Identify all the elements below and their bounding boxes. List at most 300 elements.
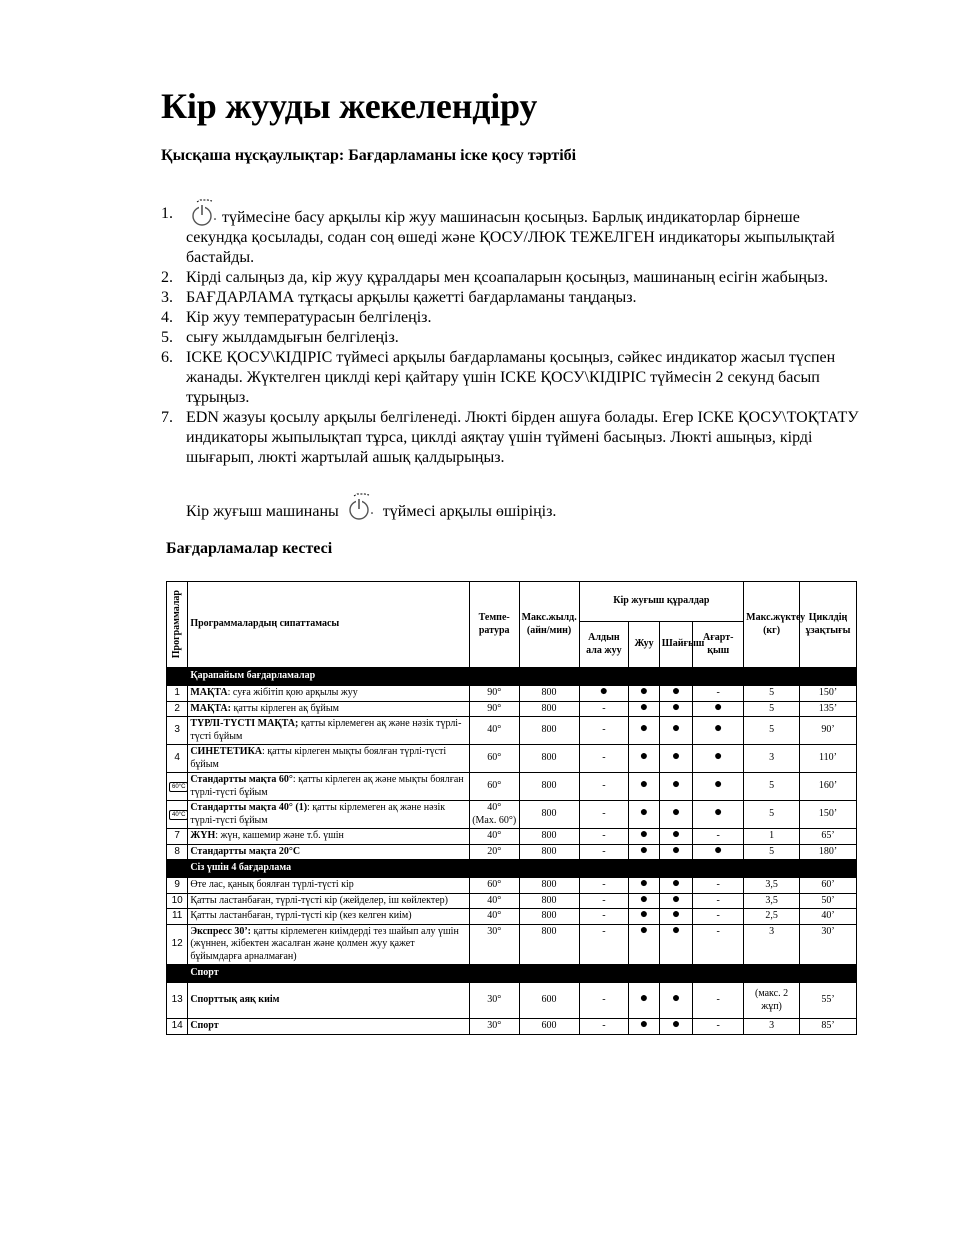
programs-table	[166, 581, 857, 1035]
prewash-cell-value: -	[602, 994, 606, 1006]
duration-cell	[800, 745, 857, 773]
max-load-cell	[744, 717, 800, 745]
prewash-cell	[579, 893, 629, 909]
page-title: Кір жууды жекелендіру	[161, 86, 538, 126]
max-spin-cell	[519, 844, 579, 860]
prewash-cell	[579, 686, 629, 702]
section-spacer	[167, 965, 188, 983]
wash-cell	[629, 717, 659, 745]
temperature-cell	[469, 893, 519, 909]
step-number: 6.	[161, 349, 173, 366]
program-description	[188, 1019, 469, 1035]
wash-cell-value: ●	[639, 749, 649, 765]
rinse-cell-value: ●	[671, 684, 681, 699]
section-spacer	[167, 668, 188, 686]
prewash-cell-value: -	[602, 925, 606, 937]
program-name: МАҚТА	[190, 687, 228, 698]
max-load-cell	[744, 745, 800, 773]
prewash-cell-value: -	[602, 724, 606, 736]
step-text: БАҒДАРЛАМА тұтқасы арқылы қажетті бағдарламаны таңдаңыз.	[186, 289, 637, 306]
bleach-cell	[693, 893, 744, 909]
max-load-cell-value: 3	[769, 752, 775, 764]
bleach-cell	[693, 909, 744, 925]
duration-cell-value: 150’	[818, 808, 838, 820]
max-spin-cell	[519, 701, 579, 717]
temperature-cell-value: 90°	[487, 687, 502, 698]
program-details: : суға жібітіп қою арқылы жуу	[227, 687, 358, 698]
prewash-cell	[579, 1019, 629, 1035]
duration-cell-value: 40’	[821, 910, 835, 921]
step-text: ІСКЕ ҚОСУ\КІДІРІС түймесі арқылы бағдарламаны қосыңыз, сәйкес индикатор жасыл түспен жанады. Жүктелген циклді кері қайтару үшін ІСКЕ ҚОСУ\КІДІРІС түймесін 2 секунд басып тұрыңыз.	[186, 349, 836, 406]
rinse-cell-value: ●	[671, 922, 681, 938]
step-item	[161, 348, 861, 408]
duration-cell-value: 90’	[821, 724, 835, 736]
step-number: 2.	[161, 269, 173, 286]
wash-cell-value: ●	[639, 991, 649, 1007]
temperature-cell-value: 60°	[487, 752, 502, 764]
duration-cell	[800, 878, 857, 894]
duration-cell-value: 55’	[821, 994, 835, 1006]
program-description	[188, 829, 469, 845]
description-column-header: Программалардың сипаттамасы	[188, 582, 469, 668]
temperature-cell-value: 40°	[487, 724, 502, 736]
max-spin-cell-value: 800	[541, 845, 557, 857]
duration-cell	[800, 983, 857, 1019]
rinse-cell	[659, 701, 693, 717]
program-details: : қатты кірлемеген ақ және нәзік түрлі-түсті бұйым	[190, 802, 446, 826]
temperature-cell	[469, 801, 519, 829]
rinse-cell	[659, 983, 693, 1019]
wash-cell-value: ●	[639, 842, 649, 858]
program-details: қатты кірлемеген ақ және нәзік түрлі-түсті бұйым	[190, 718, 462, 742]
program-name: Спорт	[190, 1020, 219, 1031]
section-title: Спорт	[188, 965, 857, 983]
max-load-column-header: Макс.жүктеу (кг)	[744, 582, 800, 668]
temperature-cell	[469, 773, 519, 801]
max-spin-cell	[519, 924, 579, 965]
wash-cell-value: ●	[639, 891, 649, 907]
wash-cell-value: ●	[639, 827, 649, 842]
section-row	[167, 668, 857, 686]
program-details: қатты кірлемеген киімдерді тез шайып алу үшін (жүннен, жібектен жасалған және қолмен жуу қажет бұйымдарға арналмаған)	[190, 925, 459, 962]
max-load-cell	[744, 983, 800, 1019]
max-load-cell-value: 1	[769, 830, 775, 841]
program-number: 13	[167, 983, 188, 1019]
max-spin-cell	[519, 686, 579, 702]
max-load-cell-value: 3	[769, 925, 775, 937]
prewash-cell	[579, 909, 629, 925]
bleach-cell-value: -	[716, 687, 720, 698]
program-row	[167, 829, 857, 845]
duration-cell-value: 65’	[821, 830, 835, 841]
prewash-cell	[579, 844, 629, 860]
program-description	[188, 878, 469, 894]
wash-cell-value: ●	[639, 922, 649, 938]
wash-cell	[629, 701, 659, 717]
max-load-cell-value: 5	[769, 808, 775, 820]
rinse-cell	[659, 801, 693, 829]
temperature-cell	[469, 717, 519, 745]
max-spin-cell-value: 800	[541, 894, 557, 906]
max-load-cell-value: 3	[769, 1020, 775, 1031]
step-item	[161, 308, 861, 328]
max-load-cell-value: 2,5	[765, 910, 778, 921]
bleach-cell	[693, 717, 744, 745]
prewash-column-header: Алдын ала жуу	[579, 622, 629, 668]
bleach-cell-value: -	[716, 1020, 720, 1031]
program-number: 7	[167, 829, 188, 845]
step-number: 3.	[161, 289, 173, 306]
duration-cell-value: 160’	[818, 780, 838, 792]
max-spin-cell-value: 800	[541, 702, 557, 714]
max-spin-cell	[519, 893, 579, 909]
max-load-cell-value: 5	[769, 845, 775, 857]
step-number: 1.	[161, 205, 173, 222]
step-text: Кір жуу температурасын белгілеңіз.	[186, 309, 432, 326]
program-row	[167, 686, 857, 702]
bleach-cell	[693, 745, 744, 773]
max-spin-cell-value: 600	[541, 1020, 557, 1031]
step-item	[161, 328, 861, 348]
program-name: МАҚТА:	[190, 702, 231, 714]
program-row	[167, 983, 857, 1019]
rinse-cell	[659, 773, 693, 801]
max-spin-cell	[519, 1019, 579, 1035]
temperature-cell-value: 20°	[487, 845, 502, 857]
prewash-cell	[579, 878, 629, 894]
duration-cell	[800, 844, 857, 860]
prewash-cell	[579, 801, 629, 829]
program-details: : жүн, кашемир және т.б. үшін	[215, 830, 344, 841]
prewash-cell	[579, 829, 629, 845]
program-description	[188, 924, 469, 965]
section-title: Қарапайым бағдарламалар	[188, 668, 857, 686]
bleach-cell-value: ●	[713, 699, 723, 715]
duration-cell	[800, 717, 857, 745]
bleach-cell	[693, 773, 744, 801]
programs-table-title: Бағдарламалар кестесі	[166, 540, 333, 557]
duration-cell	[800, 1019, 857, 1035]
duration-cell	[800, 924, 857, 965]
program-name: ТҮРЛІ-ТҮСТІ МАҚТА;	[190, 718, 299, 729]
program-row	[167, 878, 857, 894]
max-load-cell	[744, 924, 800, 965]
max-spin-cell-value: 600	[541, 994, 557, 1006]
duration-cell-value: 150’	[818, 687, 838, 698]
program-number: 2	[167, 701, 188, 717]
duration-cell-value: 30’	[821, 925, 835, 937]
program-number: 4	[167, 745, 188, 773]
program-description	[188, 909, 469, 925]
rinse-cell-value: ●	[671, 699, 681, 715]
bleach-cell-value: ●	[713, 842, 723, 858]
program-name: Экспресс 30’:	[190, 925, 251, 937]
max-load-cell	[744, 893, 800, 909]
prewash-cell-value: -	[602, 780, 606, 792]
program-name: Стандартты мақта 20°C	[190, 845, 301, 857]
max-load-cell	[744, 829, 800, 845]
program-description	[188, 686, 469, 702]
program-description	[188, 893, 469, 909]
temperature-cell	[469, 686, 519, 702]
wash-cell	[629, 924, 659, 965]
wash-cell-value: ●	[639, 699, 649, 715]
max-load-cell	[744, 686, 800, 702]
bleach-cell	[693, 701, 744, 717]
section-row	[167, 965, 857, 983]
bleach-cell-value: -	[716, 910, 720, 921]
max-spin-cell	[519, 983, 579, 1019]
program-badge-cell	[167, 773, 188, 801]
rinse-cell-value: ●	[671, 842, 681, 858]
temperature-cell	[469, 924, 519, 965]
temperature-cell-value: 40°	[487, 802, 502, 813]
temperature-cell-value: 40°	[487, 830, 502, 841]
max-spin-cell-value: 800	[541, 687, 557, 698]
bleach-cell-value: -	[716, 830, 720, 841]
program-details: Өте лас, қанық боялған түрлі-түсті кір	[190, 879, 354, 890]
rinse-cell-value: ●	[671, 827, 681, 842]
max-spin-cell	[519, 745, 579, 773]
prewash-cell-value: ●	[599, 684, 609, 699]
step-text: EDN жазуы қосылу арқылы белгіленеді. Люкті бірден ашуға болады. Егер ІСКЕ ҚОСУ\ТОҚТАТУ индикаторы жыпылықтап тұрса, циклді аяқтау үшін түймені басыңыз. Люкті ашыңыз, кірді шығарып, люкті жартылай ашық қалдырыңыз.	[186, 409, 859, 466]
program-description	[188, 701, 469, 717]
max-spin-cell-value: 800	[541, 808, 557, 820]
bleach-cell-value: ●	[713, 777, 723, 793]
bleach-cell-value: ●	[713, 805, 723, 821]
temperature-cell	[469, 878, 519, 894]
max-load-cell-value: 5	[769, 702, 775, 714]
step-number: 5.	[161, 329, 173, 346]
program-row	[167, 717, 857, 745]
wash-cell	[629, 1019, 659, 1035]
temperature-badge-icon: 60°C	[169, 782, 188, 792]
rinse-cell-value: ●	[671, 749, 681, 765]
program-description	[188, 717, 469, 745]
temperature-cell-value: 60°	[487, 879, 502, 890]
max-load-cell-value: 5	[769, 724, 775, 736]
power-button-icon	[188, 204, 218, 228]
prewash-cell-value: -	[602, 879, 606, 890]
prewash-cell	[579, 983, 629, 1019]
max-load-cell-value: 3,5	[765, 879, 778, 890]
bleach-cell-value: ●	[713, 721, 723, 737]
rinse-cell-value: ●	[671, 805, 681, 821]
temperature-cell-value: 40°	[487, 910, 502, 921]
section-title: Сіз үшін 4 бағдарлама	[188, 860, 857, 878]
prewash-cell-value: -	[602, 808, 606, 820]
wash-cell-value: ●	[639, 1017, 649, 1032]
programs-column-header: Программалар	[167, 582, 188, 668]
max-load-cell-value: (макс. 2 жұп)	[755, 988, 789, 1012]
max-spin-cell	[519, 801, 579, 829]
program-number: 3	[167, 717, 188, 745]
rinse-cell-value: ●	[671, 876, 681, 891]
detergents-column-header: Кір жуғыш құралдар	[579, 582, 744, 622]
closing-text-before: Кір жуғыш машинаны	[186, 503, 339, 520]
bleach-cell	[693, 878, 744, 894]
rinse-cell	[659, 924, 693, 965]
rinse-cell-value: ●	[671, 721, 681, 737]
closing-instruction	[186, 498, 556, 522]
power-button-icon	[345, 498, 375, 522]
wash-cell	[629, 745, 659, 773]
section-spacer	[167, 860, 188, 878]
temperature-cell	[469, 701, 519, 717]
duration-cell-value: 50’	[821, 894, 835, 906]
prewash-cell	[579, 773, 629, 801]
duration-cell-value: 85’	[821, 1020, 835, 1031]
duration-cell	[800, 829, 857, 845]
section-row	[167, 860, 857, 878]
max-load-cell-value: 5	[769, 687, 775, 698]
program-description	[188, 983, 469, 1019]
program-number: 12	[167, 924, 188, 965]
bleach-cell-value: -	[716, 879, 720, 890]
bleach-cell-value: ●	[713, 749, 723, 765]
step-item	[161, 268, 861, 288]
max-spin-cell	[519, 717, 579, 745]
temperature-cell	[469, 983, 519, 1019]
prewash-cell	[579, 745, 629, 773]
wash-cell	[629, 844, 659, 860]
step-text: түймесіне басу арқылы кір жуу машинасын қосыңыз. Барлық индикаторлар бірнеше секундқа қосылады, содан соң өшеді және ҚОСУ/ЛЮК ТЕЖЕЛГЕН индикаторы жыпылықтай бастайды.	[186, 209, 835, 266]
rinse-cell	[659, 745, 693, 773]
max-load-cell	[744, 878, 800, 894]
step-number: 4.	[161, 309, 173, 326]
rinse-cell-value: ●	[671, 777, 681, 793]
duration-cell	[800, 893, 857, 909]
program-name: Стандартты мақта 40° (1)	[190, 802, 308, 813]
bleach-cell	[693, 1019, 744, 1035]
program-number: 9	[167, 878, 188, 894]
wash-cell-value: ●	[639, 876, 649, 891]
program-description	[188, 844, 469, 860]
program-description	[188, 745, 469, 773]
rinse-cell	[659, 1019, 693, 1035]
program-row	[167, 924, 857, 965]
duration-cell-value: 110’	[819, 752, 837, 764]
program-badge-cell	[167, 801, 188, 829]
rinse-cell-value: ●	[671, 891, 681, 907]
wash-cell	[629, 773, 659, 801]
program-description	[188, 773, 469, 801]
temperature-cell	[469, 745, 519, 773]
wash-cell	[629, 801, 659, 829]
program-name: ЖҮН	[190, 830, 216, 841]
program-row	[167, 844, 857, 860]
max-spin-cell-value: 800	[541, 910, 557, 921]
temperature-cell-value: 30°	[487, 994, 502, 1006]
program-row	[167, 893, 857, 909]
prewash-cell-value: -	[602, 910, 606, 921]
step-number: 7.	[161, 409, 173, 426]
prewash-cell-value: -	[602, 752, 606, 764]
duration-cell-value: 135’	[818, 702, 838, 714]
rinse-cell-value: ●	[671, 907, 681, 922]
program-number: 14	[167, 1019, 188, 1035]
duration-cell	[800, 701, 857, 717]
bleach-cell-value: -	[716, 894, 720, 906]
temperature-cell-value: 40°	[487, 894, 502, 906]
max-spin-cell	[519, 878, 579, 894]
program-row	[167, 909, 857, 925]
duration-cell-value: 60’	[821, 879, 835, 890]
max-spin-cell-value: 800	[541, 830, 557, 841]
bleach-column-header: Ағарт-қыш	[693, 622, 744, 668]
prewash-cell-value: -	[602, 894, 606, 906]
temperature-column-header: Темпе-ратура	[469, 582, 519, 668]
max-spin-cell	[519, 909, 579, 925]
prewash-cell	[579, 924, 629, 965]
step-text: сығу жылдамдығын белгілеңіз.	[186, 329, 399, 346]
program-row	[167, 801, 857, 829]
max-spin-cell	[519, 829, 579, 845]
max-load-cell-value: 5	[769, 780, 775, 792]
program-number: 10	[167, 893, 188, 909]
max-spin-column-header: Макс.жылд. (айн/мин)	[519, 582, 579, 668]
max-load-cell	[744, 1019, 800, 1035]
rinse-cell	[659, 844, 693, 860]
program-description	[188, 801, 469, 829]
temperature-cell-value: 30°	[487, 925, 502, 937]
wash-cell-value: ●	[639, 684, 649, 699]
bleach-cell-value: -	[716, 925, 720, 937]
program-number: 8	[167, 844, 188, 860]
temperature-cell-value: 30°	[487, 1020, 502, 1031]
prewash-cell-value: -	[602, 830, 606, 841]
rinse-cell-value: ●	[671, 1017, 681, 1032]
step-item	[161, 408, 861, 468]
rinse-cell	[659, 717, 693, 745]
closing-text-after: түймесі арқылы өшіріңіз.	[382, 503, 557, 520]
max-spin-cell-value: 800	[541, 925, 557, 937]
duration-cell	[800, 909, 857, 925]
rinse-cell-value: ●	[671, 991, 681, 1007]
program-details: : қатты кірлеген мықты боялған түрлі-түсті бұйым	[190, 746, 447, 770]
bleach-cell	[693, 983, 744, 1019]
prewash-cell-value: -	[602, 702, 606, 714]
max-load-cell	[744, 801, 800, 829]
max-spin-cell-value: 800	[541, 752, 557, 764]
program-name: Спорттық аяқ киім	[190, 994, 280, 1006]
program-number: 1	[167, 686, 188, 702]
program-row	[167, 773, 857, 801]
program-name: СИНЕТЕТИКА	[190, 746, 263, 757]
duration-cell	[800, 686, 857, 702]
prewash-cell-value: -	[602, 845, 606, 857]
program-row	[167, 1019, 857, 1035]
max-spin-cell-value: 800	[541, 724, 557, 736]
wash-cell-value: ●	[639, 721, 649, 737]
program-details: : қатты кірлеген ақ және мықты боялған түрлі-түсті бұйым	[190, 774, 464, 798]
prewash-cell	[579, 701, 629, 717]
step-text: Кірді салыңыз да, кір жуу құралдары мен қсоапаларын қосыңыз, машинаның есігін жабыңыз.	[186, 269, 829, 286]
program-number: 11	[167, 909, 188, 925]
wash-cell-value: ●	[639, 907, 649, 922]
instruction-steps	[161, 200, 861, 468]
program-row	[167, 701, 857, 717]
bleach-cell	[693, 844, 744, 860]
max-spin-cell-value: 800	[541, 879, 557, 890]
temperature-max-note: (Max. 60°)	[472, 814, 517, 826]
program-name: Стандартты мақта 60°	[190, 774, 293, 785]
bleach-cell	[693, 924, 744, 965]
step-item	[161, 204, 861, 268]
duration-cell	[800, 773, 857, 801]
program-details: қатты кірлеген ақ бұйым	[230, 702, 339, 714]
prewash-cell	[579, 717, 629, 745]
